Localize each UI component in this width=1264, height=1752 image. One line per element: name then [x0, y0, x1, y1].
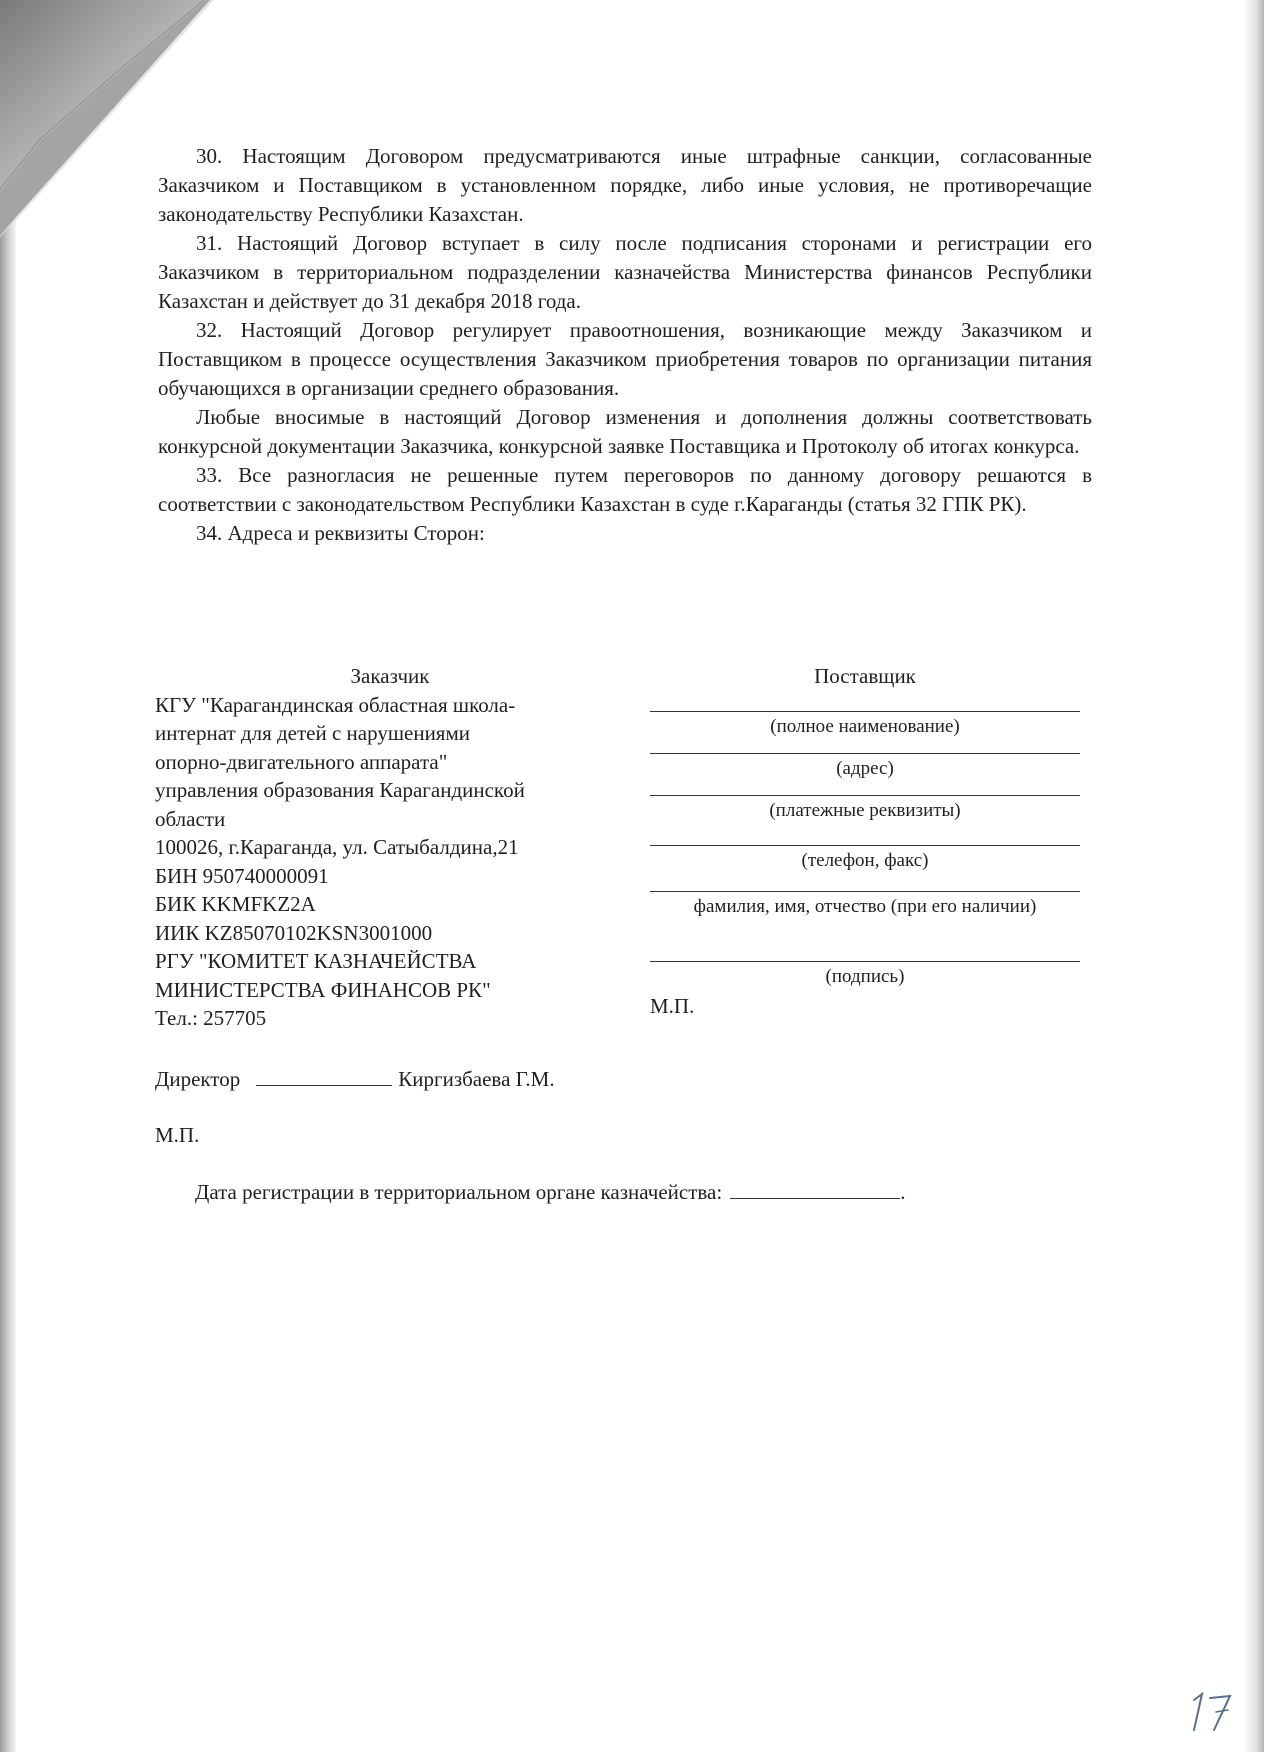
customer-bik: БИК KKMFKZ2A — [155, 892, 316, 916]
customer-line: РГУ "КОМИТЕТ КАЗНАЧЕЙСТВА — [155, 949, 477, 973]
director-signature-line — [256, 1067, 392, 1086]
supplier-stamp-label: М.П. — [650, 994, 695, 1018]
supplier-phone-line — [650, 844, 1080, 846]
supplier-heading: Поставщик — [814, 664, 916, 688]
clause-amendments: Любые вносимые в настоящий Договор изменения и дополнения должны соответствовать конкурсной документации Заказчика, конкурсной заявке Поставщика и Протоколу об итогах конкурса. — [158, 405, 1092, 458]
customer-line: интернат для детей с нарушениями — [155, 721, 470, 745]
clause-34: 34. Адреса и реквизиты Сторон: — [196, 521, 485, 545]
customer-phone: Тел.: 257705 — [155, 1006, 267, 1030]
registration-suffix: . — [900, 1180, 906, 1204]
supplier-name-line — [650, 710, 1080, 712]
scan-right-edge — [1244, 0, 1264, 1752]
scan-left-edge — [0, 0, 16, 1752]
clause-31: 31. Настоящий Договор вступает в силу после подписания сторонами и регистрации его Заказчиком в территориальном подразделении казначейства Министерства финансов Республики Казахстан и действует до 31 декабря 2018 года. — [158, 231, 1092, 313]
supplier-fullname-caption: фамилия, имя, отчество (при его наличии) — [693, 896, 1037, 917]
customer-iik: ИИК KZ85070102KSN3001000 — [155, 920, 433, 945]
supplier-fullname-line — [650, 890, 1080, 892]
supplier-phone-caption: (телефон, факс) — [801, 850, 929, 871]
handwritten-page-number — [1186, 1688, 1246, 1734]
customer-line: КГУ "Карагандинская областная школа- — [155, 692, 516, 717]
registration-date-row — [195, 1180, 905, 1205]
clause-33: 33. Все разногласия не решенные путем переговоров по данному договору решаются в соответствии с законодательством Республики Казахстан в суде г.Караганды (статья 32 ГПК РК). — [158, 463, 1092, 516]
director-name: Киргизбаева Г.М. — [398, 1067, 555, 1091]
supplier-address-caption: (адрес) — [836, 758, 894, 779]
customer-address: 100026, г.Караганда, ул. Сатыбалдина,21 — [155, 835, 519, 859]
supplier-payment-line — [650, 794, 1080, 796]
customer-stamp-label: М.П. — [155, 1123, 200, 1147]
customer-heading: Заказчик — [350, 664, 430, 688]
supplier-signature-caption: (подпись) — [825, 966, 905, 987]
customer-bin: БИН 950740000091 — [155, 863, 329, 888]
registration-date-blank — [730, 1180, 900, 1199]
registration-label: Дата регистрации в территориальном органе казначейства: — [195, 1180, 723, 1204]
supplier-signature-line — [650, 960, 1080, 962]
supplier-details — [650, 662, 1080, 1019]
director-label: Директор — [155, 1067, 241, 1091]
supplier-payment-caption: (платежные реквизиты) — [769, 800, 961, 821]
customer-line: управления образования Карагандинской — [155, 778, 525, 802]
customer-line: МИНИСТЕРСТВА ФИНАНСОВ РК" — [155, 977, 491, 1002]
supplier-address-line — [650, 752, 1080, 754]
customer-details — [155, 662, 605, 1033]
contract-clauses — [158, 142, 1092, 548]
clause-30: 30. Настоящим Договором предусматриваются иные штрафные санкции, согласованные Заказчиком и Поставщиком в установленном порядке, либо иные условия, не противоречащие законодательству Республики Казахстан. — [158, 144, 1092, 226]
supplier-name-caption: (полное наименование) — [770, 716, 960, 737]
customer-line: области — [155, 806, 226, 831]
clause-32: 32. Настоящий Договор регулирует правоотношения, возникающие между Заказчиком и Поставщиком в процессе осуществления Заказчиком приобретения товаров по организации питания обучающихся в организации среднего образования. — [158, 318, 1092, 400]
director-signature-row — [155, 1067, 555, 1092]
customer-line: опорно-двигательного аппарата" — [155, 749, 448, 774]
